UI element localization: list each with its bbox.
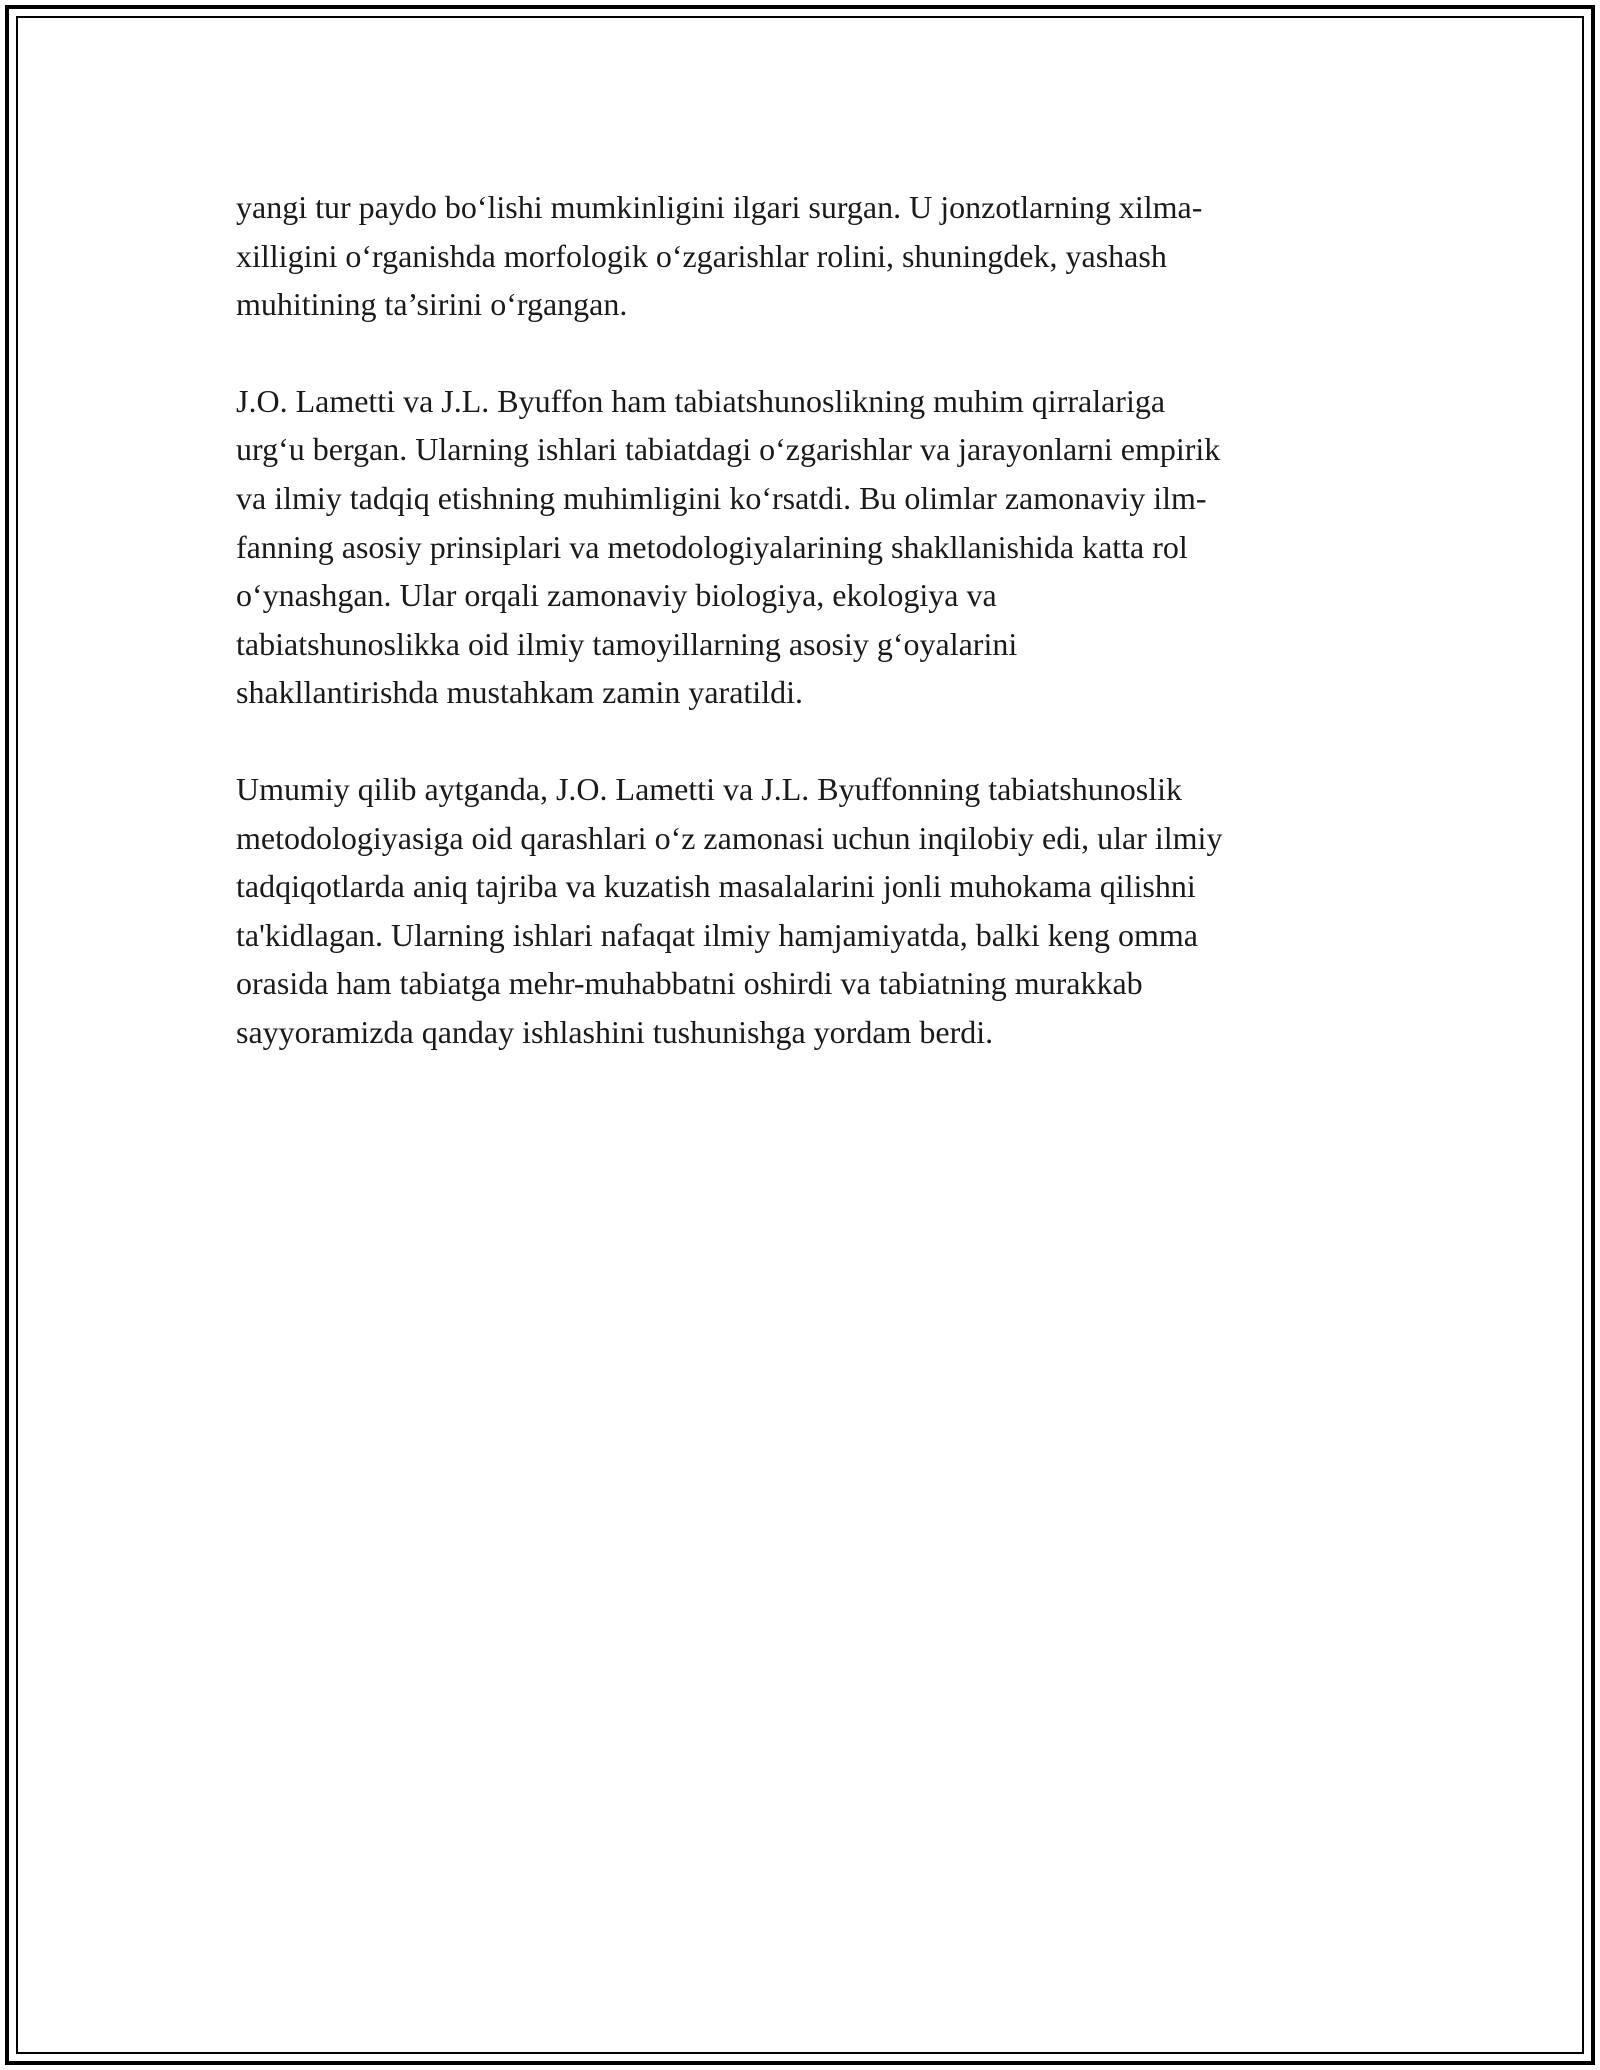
text-line: Umumiy qilib aytganda, J.O. Lametti va J.L. Byuffonning tabiatshunoslik: [236, 770, 1182, 807]
text-line: shakllantirishda mustahkam zamin yaratildi.: [236, 674, 803, 711]
text-line: metodologiyasiga oid qarashlari o‘z zamonasi uchun inqilobiy edi, ular ilmiy: [236, 819, 1223, 856]
document-body: [236, 183, 1376, 1105]
paragraph-1: [236, 183, 1376, 329]
text-line: J.O. Lametti va J.L. Byuffon ham tabiatshunoslikning muhim qirralariga: [236, 382, 1166, 419]
text-line: ta'kidlagan. Ularning ishlari nafaqat ilmiy hamjamiyatda, balki keng omma: [236, 916, 1198, 953]
paragraph-3: [236, 765, 1376, 1057]
text-line: muhitining ta’sirini o‘rgangan.: [236, 286, 628, 323]
text-line: tadqiqotlarda aniq tajriba va kuzatish masalalarini jonli muhokama qilishni: [236, 868, 1196, 905]
text-line: xilligini o‘rganishda morfologik o‘zgarishlar rolini, shuningdek, yashash: [236, 237, 1167, 274]
text-line: fanning asosiy prinsiplari va metodologiyalarining shakllanishida katta rol: [236, 528, 1188, 565]
text-line: yangi tur paydo bo‘lishi mumkinligini ilgari surgan. U jonzotlarning xilma-: [236, 189, 1203, 225]
text-line: orasida ham tabiatga mehr-muhabbatni oshirdi va tabiatning murakkab: [236, 965, 1143, 1002]
text-line: va ilmiy tadqiq etishning muhimligini ko‘rsatdi. Bu olimlar zamonaviy ilm-: [236, 479, 1207, 516]
text-line: urg‘u bergan. Ularning ishlari tabiatdagi o‘zgarishlar va jarayonlarni empirik: [236, 431, 1221, 468]
text-line: o‘ynashgan. Ular orqali zamonaviy biologiya, ekologiya va: [236, 577, 997, 614]
text-line: tabiatshunoslikka oid ilmiy tamoyillarning asosiy g‘oyalarini: [236, 625, 1018, 662]
paragraph-2: [236, 377, 1376, 717]
text-line: sayyoramizda qanday ishlashini tushunishga yordam berdi.: [236, 1013, 994, 1050]
